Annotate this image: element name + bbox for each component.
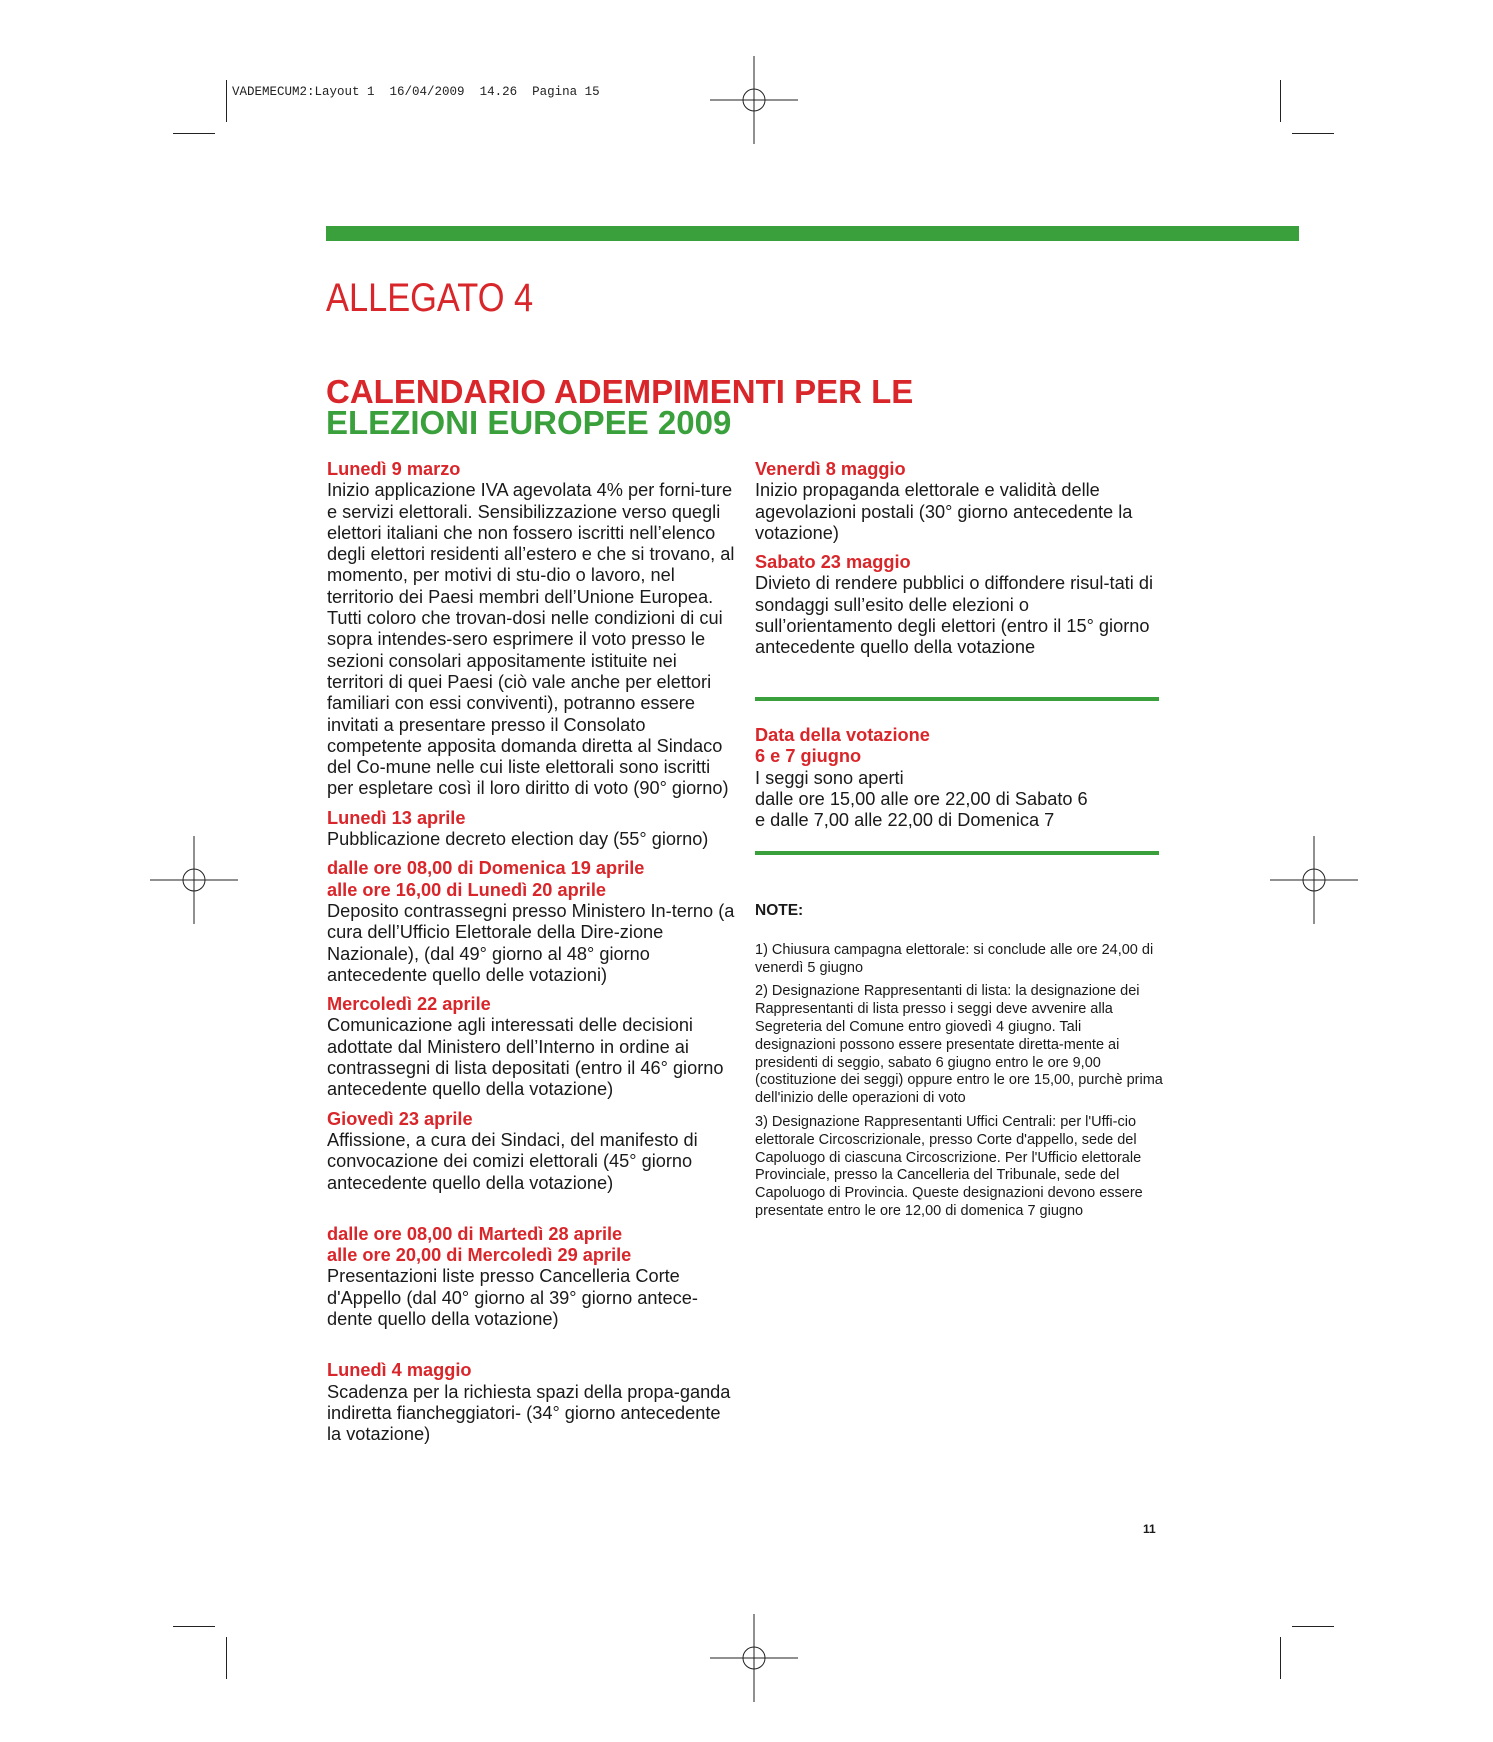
entry-date: alle ore 16,00 di Lunedì 20 aprile	[327, 879, 606, 900]
crop-mark	[226, 1637, 227, 1679]
crop-mark	[1292, 133, 1334, 134]
entry-date: Mercoledì 22 aprile	[327, 994, 491, 1015]
registration-mark-top	[710, 56, 798, 144]
registration-mark-left	[150, 836, 238, 924]
voting-date-days: 6 e 7 giugno	[755, 746, 862, 767]
title-line-2: ELEZIONI EUROPEE 2009	[326, 404, 732, 441]
title-line-1: CALENDARIO ADEMPIMENTI PER LE	[326, 373, 914, 410]
voting-line: dalle ore 15,00 alle ore 22,00 di Sabato 6	[755, 788, 1088, 809]
entry-text: Presentazioni liste presso Cancelleria Corte d'Appello (dal 40° giorno al 39° giorno antece-dente quello della votazione)	[327, 1266, 698, 1329]
registration-mark-right	[1270, 836, 1358, 924]
note-item: 3) Designazione Rappresentanti Uffici Centrali: per l'Uffi-cio elettorale Circoscrizionale, presso Corte d'appello, sede del Capoluogo di ciascuna Circoscrizione. Per l'Ufficio elettorale Provinciale, presso la Cancelleria del Tribunale, sede del Capoluogo di Provincia. Queste designazioni devono essere presentate entro le ore 12,00 di domenica 7 giugno	[755, 1113, 1143, 1219]
entry-text: Deposito contrassegni presso Ministero In-terno (a cura dell’Ufficio Elettorale della Dire-zione Nazionale), (dal 49° giorno al 48° giorno antecedente quello delle votazioni)	[327, 900, 735, 985]
calendar-entry	[327, 1224, 737, 1330]
registration-mark-bottom	[710, 1614, 798, 1702]
crop-mark	[173, 133, 215, 134]
left-column	[327, 459, 737, 1453]
entry-date: Lunedì 4 maggio	[327, 1360, 472, 1381]
crop-mark	[1292, 1626, 1334, 1627]
entry-date: Sabato 23 maggio	[755, 552, 911, 573]
entry-text: Comunicazione agli interessati delle decisioni adottate dal Ministero dell’Interno in ordine ai contrassegni di lista depositati (entro il 46° giorno antecedente quello della votazione)	[327, 1015, 724, 1100]
entry-text: Divieto di rendere pubblici o diffondere risul-tati di sondaggi sull’esito delle elezioni o sull’orientamento degli elettori (entro il 15° giorno antecedente quello della votazione	[755, 573, 1153, 658]
slug-page: Pagina 15	[532, 85, 600, 99]
right-column	[755, 459, 1155, 667]
voting-date-block	[755, 725, 1155, 831]
note-item: 1) Chiusura campagna elettorale: si conclude alle ore 24,00 di venerdì 5 giugno	[755, 941, 1154, 976]
entry-text: Inizio applicazione IVA agevolata 4% per forni-ture e servizi elettorali. Sensibilizzazione verso quegli elettori italiani che non fossero iscritti nell’elenco degli elettori residenti all’estero e che si trovano, al momento, per motivi di stu-dio o lavoro, nel territorio dei Paesi membri dell’Unione Europea. Tutti coloro che trovan-dosi nelle condizioni di cui sopra intendes-sero esprimere il voto presso le sezioni consolari appositamente istituite nei territori di quei Paesi (ciò vale anche per elettori familiari con essi conviventi), potranno essere invitati a presentare presso il Consolato competente apposita domanda diretta al Sindaco del Co-mune nelle cui liste elettorali sono iscritti per espletare così il loro diritto di voto (90° giorno)	[327, 480, 735, 799]
header-green-bar	[326, 226, 1299, 241]
entry-date: dalle ore 08,00 di Domenica 19 aprile	[327, 858, 645, 879]
entry-date: alle ore 20,00 di Mercoledì 29 aprile	[327, 1245, 632, 1266]
calendar-entry	[755, 459, 1155, 544]
entry-date: Giovedì 23 aprile	[327, 1108, 473, 1129]
calendar-entry	[327, 994, 737, 1100]
entry-text: Affissione, a cura dei Sindaci, del manifesto di convocazione dei comizi elettorali (45° giorno antecedente quello della votazione)	[327, 1129, 698, 1193]
calendar-entry	[327, 808, 737, 851]
crop-mark	[1280, 80, 1281, 122]
calendar-entry	[327, 858, 737, 986]
notes-block	[755, 902, 1165, 1227]
entry-text: Scadenza per la richiesta spazi della propa-ganda indiretta fiancheggiatori- (34° giorno antecedente la votazione)	[327, 1381, 731, 1445]
calendar-entry	[327, 1360, 737, 1445]
entry-date: Lunedì 13 aprile	[327, 807, 466, 828]
entry-date: dalle ore 08,00 di Martedì 28 aprile	[327, 1223, 623, 1244]
crop-mark	[1280, 1637, 1281, 1679]
slug-file: VADEMECUM2:Layout 1	[232, 85, 375, 99]
calendar-entry	[755, 552, 1155, 658]
voting-line: I seggi sono aperti	[755, 767, 904, 788]
section-divider	[755, 851, 1159, 855]
notes-title: NOTE:	[755, 902, 804, 919]
voting-line: e dalle 7,00 alle 22,00 di Domenica 7	[755, 810, 1055, 831]
crop-mark	[173, 1626, 215, 1627]
entry-date: Lunedì 9 marzo	[327, 459, 461, 479]
note-item: 2) Designazione Rappresentanti di lista: la designazione dei Rappresentanti di lista presso i seggi deve avvenire alla Segreteria del Comune entro giovedì 4 giugno. Tali designazioni possono essere presentate diretta-mente ai presidenti di seggio, sabato 6 giugno entro le ore 9,00 (costituzione dei seggi) oppure entro le ore 15,00, purchè prima dell'inizio delle operazioni di voto	[755, 983, 1163, 1107]
entry-text: Pubblicazione decreto election day (55° giorno)	[327, 829, 709, 850]
page-title	[326, 373, 914, 441]
calendar-entry	[327, 459, 737, 800]
slug-date: 16/04/2009	[389, 85, 465, 99]
entry-date: Venerdì 8 maggio	[755, 459, 906, 479]
entry-text: Inizio propaganda elettorale e validità delle agevolazioni postali (30° giorno antecedente la votazione)	[755, 480, 1133, 543]
allegato-label: ALLEGATO 4	[326, 276, 534, 320]
voting-date-title: Data della votazione	[755, 725, 930, 745]
section-divider	[755, 697, 1159, 701]
slug-time: 14.26	[479, 85, 518, 99]
page-number: 11	[1143, 1522, 1156, 1536]
crop-mark	[226, 80, 227, 122]
calendar-entry	[327, 1109, 737, 1194]
print-slug	[232, 85, 600, 99]
